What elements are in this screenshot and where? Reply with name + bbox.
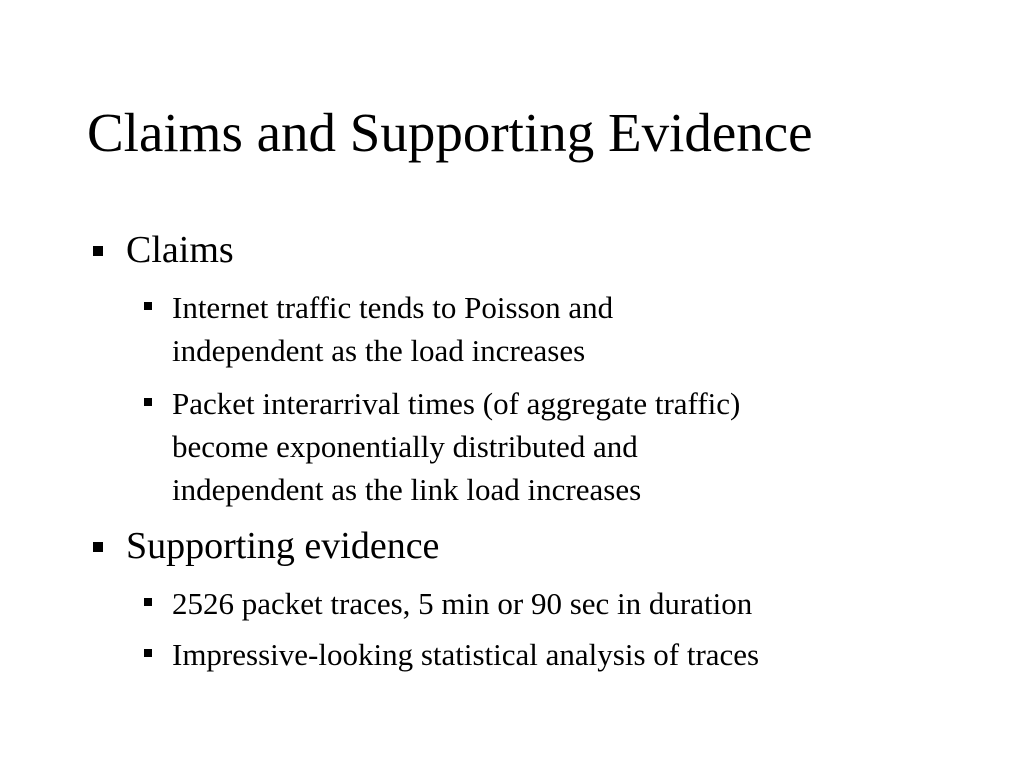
text-line: Packet interarrival times (of aggregate traffic) [172, 386, 741, 421]
sub-bullet-text [172, 633, 759, 676]
square-bullet-icon [93, 246, 103, 256]
square-bullet-icon [93, 542, 103, 552]
bullet-label: Claims [126, 229, 234, 271]
square-bullet-icon [144, 302, 152, 310]
square-bullet-icon [144, 598, 152, 606]
sub-bullet-text [172, 286, 613, 372]
slide-title: Claims and Supporting Evidence [87, 102, 813, 163]
text-line: Internet traffic tends to Poisson and [172, 290, 614, 325]
text-line: become exponentially distributed and [172, 429, 638, 464]
text-line: independent as the link load increases [172, 472, 642, 507]
text-line: 2526 packet traces, 5 min or 90 sec in duration [172, 586, 753, 621]
sub-bullet-text [172, 582, 752, 625]
sub-bullet-text [172, 382, 740, 511]
bullet-label: Supporting evidence [126, 525, 440, 567]
square-bullet-icon [144, 398, 152, 406]
text-line: Impressive-looking statistical analysis of traces [172, 637, 760, 672]
text-line: independent as the load increases [172, 333, 586, 368]
square-bullet-icon [144, 649, 152, 657]
